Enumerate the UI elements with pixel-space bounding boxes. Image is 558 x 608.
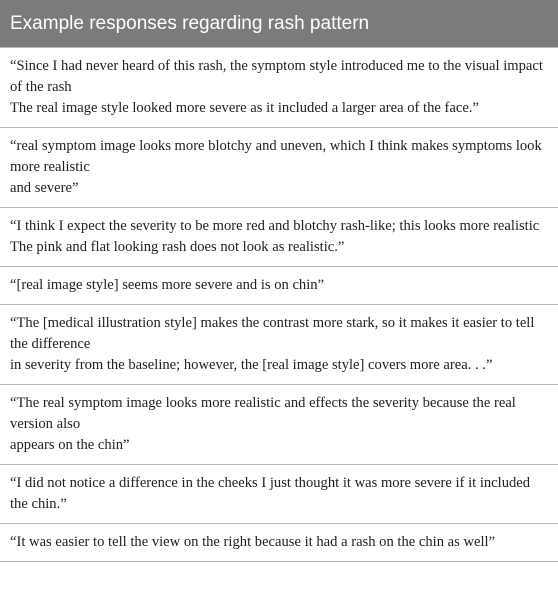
response-text: “I did not notice a difference in the cheeks I just thought it was more severe if it included the chin.” (10, 475, 531, 512)
response-text: “The real symptom image looks more realistic and effects the severity because the real version also (10, 395, 516, 432)
response-text: “The [medical illustration style] makes the contrast more stark, so it makes it easier to tell the difference (10, 315, 535, 352)
table-row (0, 127, 558, 207)
response-text: and severe” (10, 180, 79, 196)
response-text: in severity from the baseline; however, the [real image style] covers more area. . .” (10, 357, 493, 373)
table-row (0, 523, 558, 561)
table-row (0, 384, 558, 464)
response-text: The pink and flat looking rash does not look as realistic.” (10, 239, 345, 255)
table-row (0, 266, 558, 304)
response-text: appears on the chin” (10, 437, 130, 453)
table-row (0, 304, 558, 384)
table-row (0, 464, 558, 523)
response-text: The real image style looked more severe as it included a larger area of the face.” (10, 100, 479, 116)
response-text: “Since I had never heard of this rash, the symptom style introduced me to the visual impact of the rash (10, 58, 543, 95)
table-header: Example responses regarding rash pattern (0, 0, 558, 47)
response-text: “I think I expect the severity to be more red and blotchy rash-like; this looks more realistic (10, 218, 540, 234)
response-text: “[real image style] seems more severe and is on chin” (10, 277, 325, 293)
table-row (0, 207, 558, 266)
response-text: “It was easier to tell the view on the right because it had a rash on the chin as well” (10, 534, 496, 550)
response-text: “real symptom image looks more blotchy and uneven, which I think makes symptoms look more realistic (10, 138, 542, 175)
table-row (0, 47, 558, 127)
